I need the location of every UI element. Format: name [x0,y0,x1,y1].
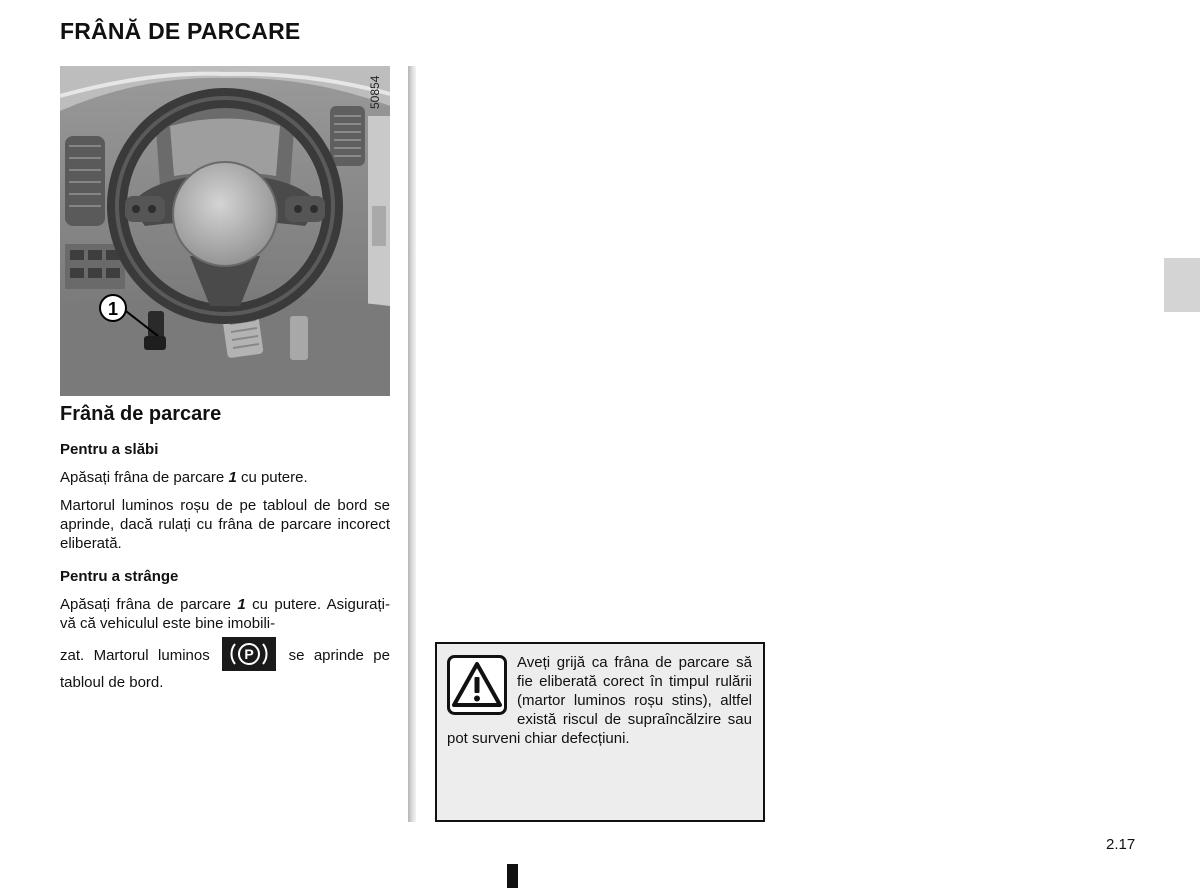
release-heading: Pentru a slăbi [60,441,159,458]
callout-1-label: 1 [107,299,119,319]
ref-number: 1 [228,469,237,486]
release-paragraph-1 [60,468,390,487]
text-span: cu putere. Asigurați-vă că vehiculul este bine imobili- [60,596,390,632]
text-span: zat. Martorul luminos [60,646,220,664]
dashboard-parking-brake-illustration [60,66,390,396]
text-span: Apăsați frâna de parcare [60,596,238,613]
page-title: FRÂNĂ DE PARCARE [60,18,301,44]
print-mark [507,864,518,888]
text-span: cu putere. [236,469,308,486]
apply-heading: Pentru a strânge [60,568,179,585]
svg-text:P: P [244,646,254,662]
chapter-thumb-tab [1164,258,1200,312]
column-divider [408,66,416,822]
apply-paragraph-1 [60,595,390,633]
apply-paragraph-2 [60,639,390,692]
text-span: Apăsați frâna de parcare [60,469,229,486]
figure-code: 50854 [368,75,382,109]
text-span: se aprinde pe tabloul de bord. [60,646,390,691]
release-paragraph-2: Martorul luminos roșu de pe tabloul de bord se aprinde, dacă rulați cu frâna de parcare incorect eliberată. [60,497,390,552]
ref-number: 1 [237,596,246,613]
warning-box [435,642,765,822]
page-number: 2.17 [1106,836,1136,853]
section-heading: Frână de parcare [60,403,222,425]
parking-brake-warning-light-icon [222,637,276,671]
parking-brake-section [60,400,390,692]
warning-triangle-icon [447,655,507,715]
warning-text: Aveți grijă ca frâna de parcare să fie eliberată corect în timpul rulării (martor luminos roșu stins), altfel există riscul de supraîncălzire sau pot surveni chiar defecțiuni. [447,654,752,747]
